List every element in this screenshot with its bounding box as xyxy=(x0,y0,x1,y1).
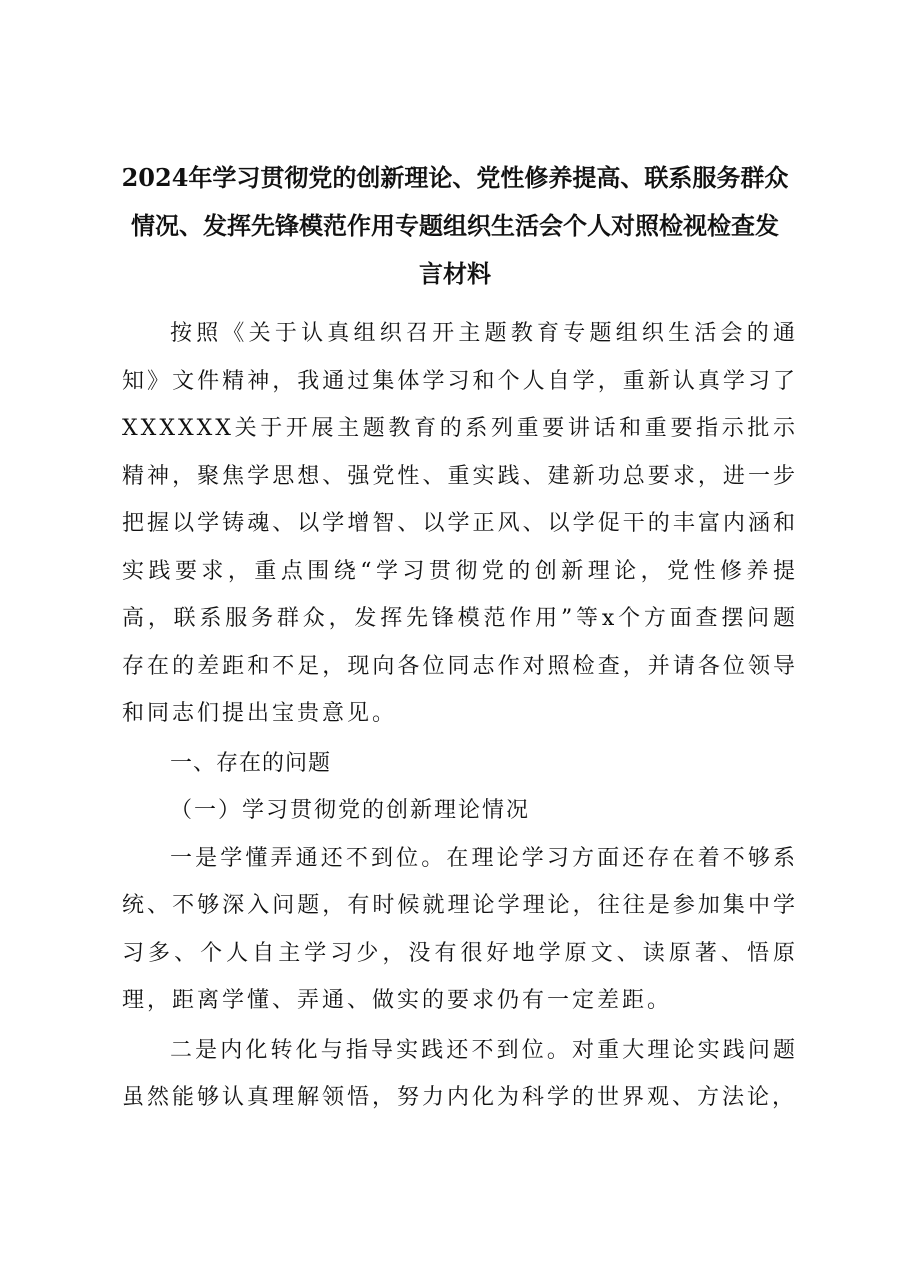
title-line-2: 情况、发挥先锋模范作用专题组织生活会个人对照检视检查发 xyxy=(131,211,779,240)
section-heading-problems: 一、存在的问题 xyxy=(170,750,332,776)
paragraph-first-point: 一是学懂弄通还不到位。在理论学习方面还存在着不够系统、不够深入问题，有时候就理论学理论，往往是参加集中学习多、个人自主学习少，没有很好地学原文、读原著、悟原理，距离学懂、弄通、做实的要求仍有一定差距。 xyxy=(122,845,798,1013)
document-body xyxy=(122,310,798,1122)
title-line-1: 2024年学习贯彻党的创新理论、党性修养提高、联系服务群众 xyxy=(121,163,789,192)
intro-paragraph: 按照《关于认真组织召开主题教育专题组织生活会的通知》文件精神，我通过集体学习和个人自学，重新认真学习了XXXXXX关于开展主题教育的系列重要讲话和重要指示批示精神，聚焦学思想、强党性、重实践、建新功总要求，进一步把握以学铸魂、以学增智、以学正风、以学促干的丰富内涵和实践要求，重点围绕“学习贯彻党的创新理论，党性修养提高，联系服务群众，发挥先锋模范作用”等x个方面查摆问题存在的差距和不足，现向各位同志作对照检查，并请各位领导和同志们提出宝贵意见。 xyxy=(122,321,798,726)
title-line-3: 言材料 xyxy=(419,259,491,288)
paragraph-second-point: 二是内化转化与指导实践还不到位。对重大理论实践问题虽然能够认真理解领悟，努力内化为科学的世界观、方法论， xyxy=(122,1037,798,1110)
subsection-heading-theory: （一）学习贯彻党的创新理论情况 xyxy=(170,798,531,823)
document-title xyxy=(118,154,792,298)
